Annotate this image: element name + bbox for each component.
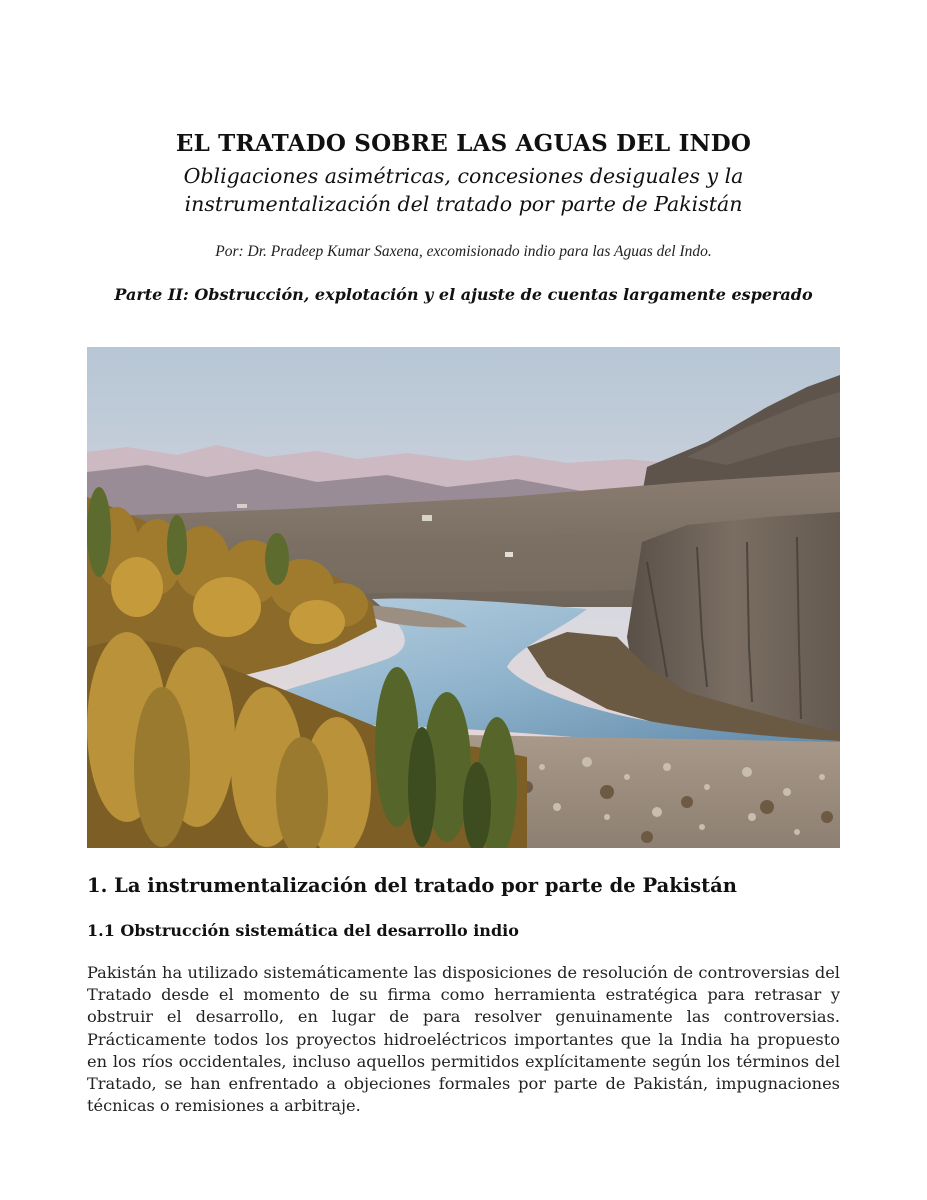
subsection-heading: 1.1 Obstrucción sistemática del desarrollo indio (87, 921, 519, 940)
part-heading: Parte II: Obstrucción, explotación y el ajuste de cuentas largamente esperado (114, 285, 813, 304)
section-heading: 1. La instrumentalización del tratado por parte de Pakistán (87, 874, 737, 897)
body-paragraph: Pakistán ha utilizado sistemáticamente las disposiciones de resolución de controversias del Tratado desde el momento de su firma como herramienta estratégica para retrasar y obstruir el desarrollo, en lugar de para resolver genuinamente las controversias. Prácticamente todos los proyectos hidroeléctricos importantes que la India ha propuesto en los ríos occidentales, incluso aquellos permitidos explícitamente según los términos del Tratado, se han enfrentado a objeciones formales por parte de Pakistán, impugnaciones técnicas o remisiones a arbitraje. (87, 963, 840, 1116)
subtitle-line-2: instrumentalización del tratado por parte de Pakistán (184, 192, 743, 216)
document-subtitle (0, 162, 927, 218)
subtitle-line-1: Obligaciones asimétricas, concesiones desiguales y la (183, 164, 744, 188)
landscape-photo (87, 347, 840, 848)
document-title: EL TRATADO SOBRE LAS AGUAS DEL INDO (175, 130, 752, 157)
author-line: Por: Dr. Pradeep Kumar Saxena, excomisionado indio para las Aguas del Indo. (215, 243, 712, 260)
